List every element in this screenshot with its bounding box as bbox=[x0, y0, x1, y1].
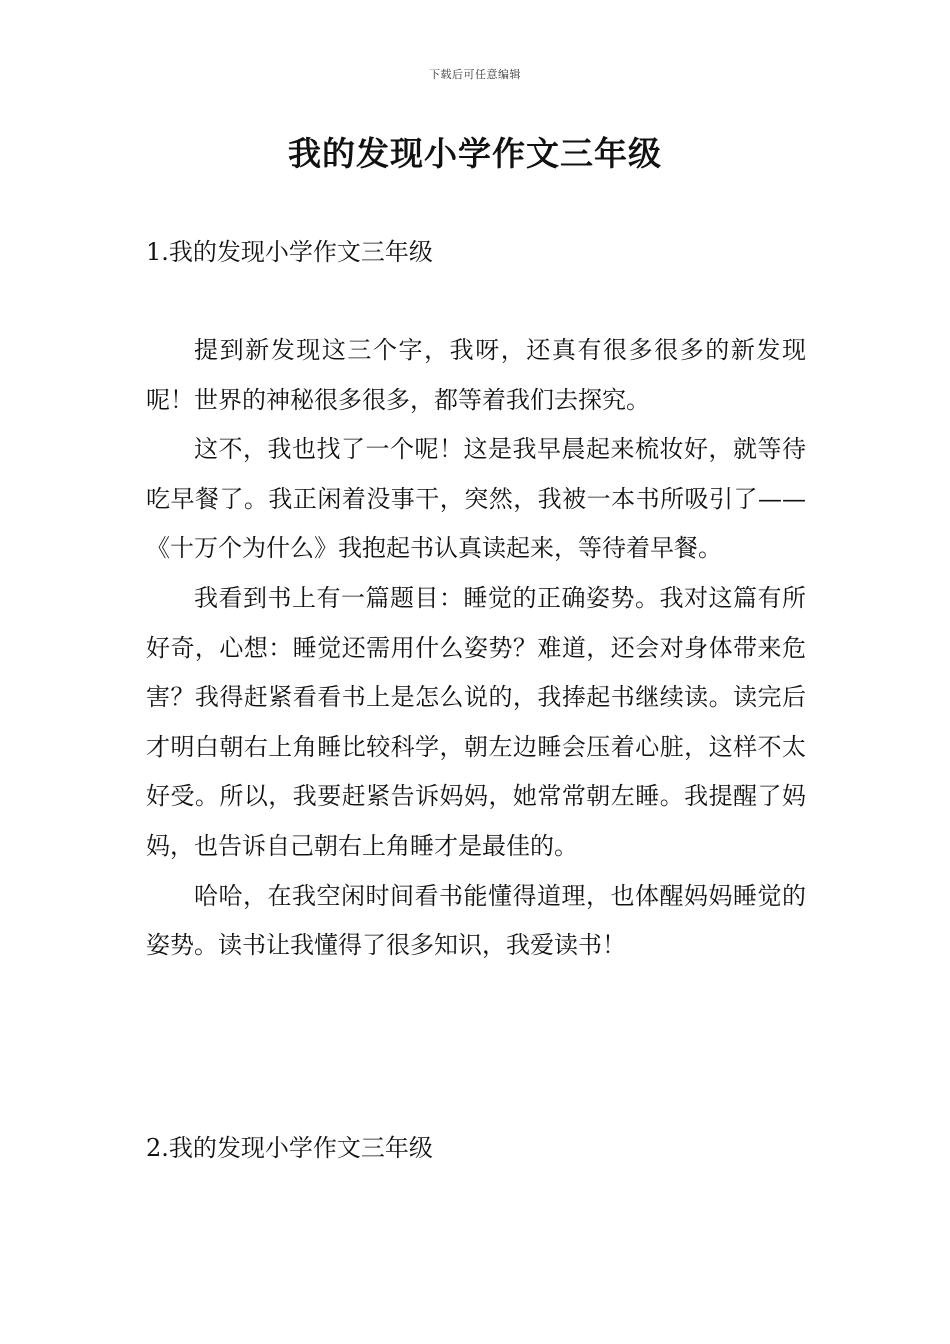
section-1-body bbox=[146, 326, 806, 971]
paragraph: 我看到书上有一篇题目：睡觉的正确姿势。我对这篇有所好奇，心想：睡觉还需用什么姿势？难道，还会对身体带来危害？我得赶紧看看书上是怎么说的，我捧起书继续读。读完后才明白朝右上角睡比较科学，朝左边睡会压着心脏，这样不太好受。所以，我要赶紧告诉妈妈，她常常朝左睡。我提醒了妈妈，也告诉自己朝右上角睡才是最佳的。 bbox=[146, 583, 806, 860]
header-note: 下载后可任意编辑 bbox=[429, 68, 521, 81]
paragraph: 这不，我也找了一个呢！这是我早晨起来梳妆好，就等待吃早餐了。我正闲着没事干，突然，我被一本书所吸引了——《十万个为什么》我抱起书认真读起来，等待着早餐。 bbox=[146, 435, 806, 563]
section-heading-1: 1.我的发现小学作文三年级 bbox=[146, 238, 433, 266]
paragraph: 哈哈，在我空闲时间看书能懂得道理，也体醒妈妈睡觉的姿势。读书让我懂得了很多知识，我爱读书！ bbox=[146, 881, 806, 960]
paragraph: 提到新发现这三个字，我呀，还真有很多很多的新发现呢！世界的神秘很多很多，都等着我们去探究。 bbox=[146, 336, 806, 414]
section-heading-2: 2.我的发现小学作文三年级 bbox=[146, 1134, 433, 1162]
page-title: 我的发现小学作文三年级 bbox=[288, 134, 662, 173]
